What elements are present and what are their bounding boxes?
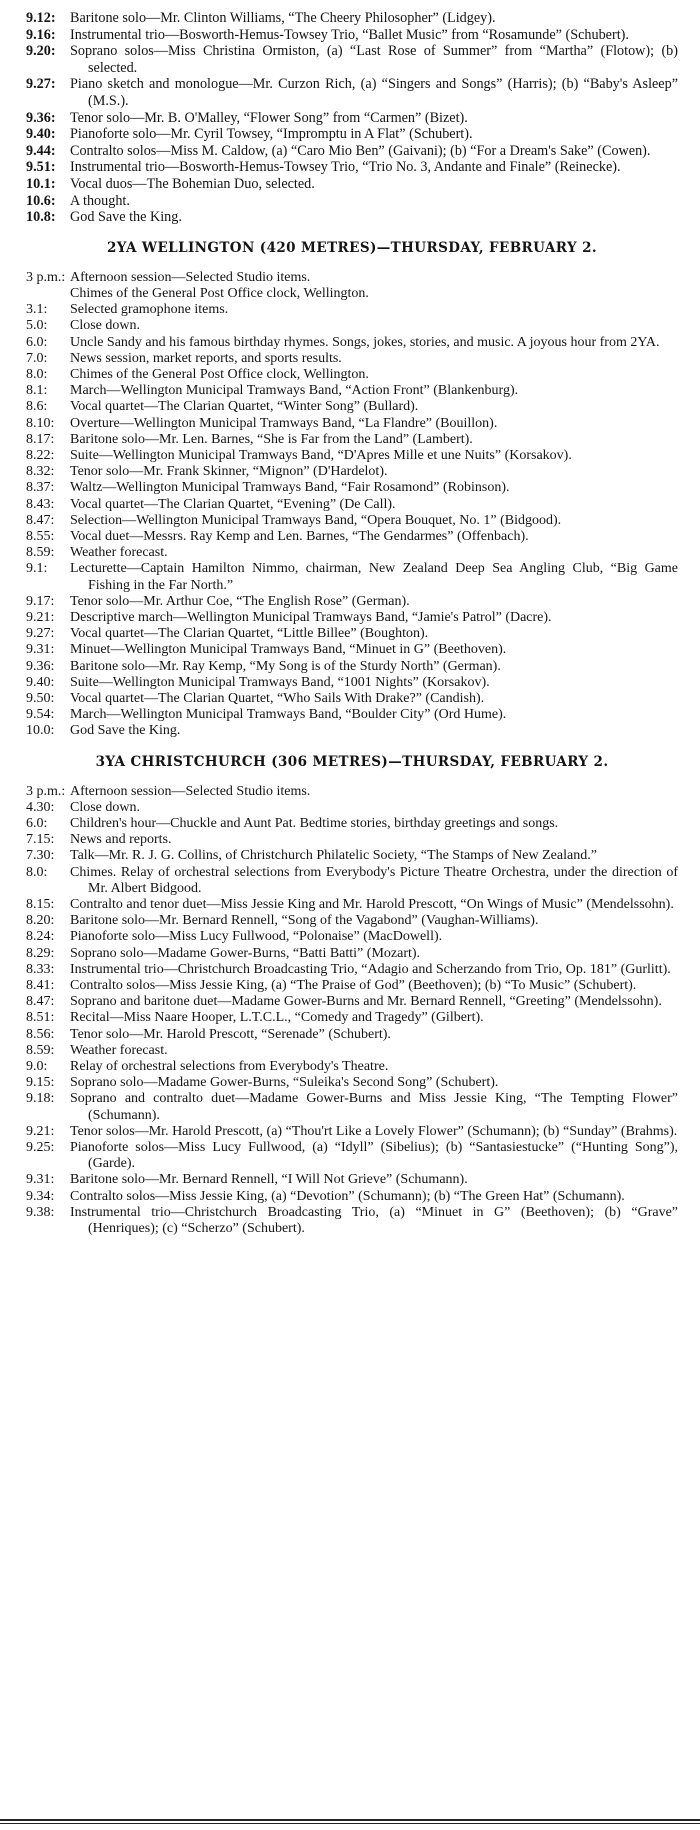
entry-time: 5.0: <box>26 318 48 334</box>
entry-time: 7.30: <box>26 848 55 864</box>
entry-description: Contralto solos—Miss Jessie King, (a) “Devotion” (Schumann); (b) “The Green Hat” (Schumann). <box>70 1188 625 1204</box>
programme-entry <box>26 723 678 739</box>
programme-entry <box>26 610 678 626</box>
programme-entry <box>26 367 678 383</box>
programme-entry <box>26 1043 678 1059</box>
entry-description: Minuet—Wellington Municipal Tramways Band, “Minuet in G” (Beethoven). <box>70 642 507 658</box>
programme-entry <box>26 286 678 302</box>
programme-entry <box>26 691 678 707</box>
entry-time: 9.27: <box>26 76 56 93</box>
programme-entry <box>26 432 678 448</box>
programme-entry <box>26 832 678 848</box>
programme-entry <box>26 497 678 513</box>
entry-description: Baritone solo—Mr. Clinton Williams, “The Cheery Philosopher” (Lidgey). <box>70 10 496 26</box>
programme-entry <box>26 848 678 864</box>
section-auckland-continued <box>26 10 678 226</box>
entry-time: 7.0: <box>26 350 48 366</box>
entry-time: 9.50: <box>26 691 55 706</box>
entry-time: 8.22: <box>26 447 55 463</box>
entry-time: 9.18: <box>26 1091 55 1107</box>
entry-time: 6.0: <box>26 816 48 832</box>
programme-entry <box>26 1205 678 1237</box>
entry-description: God Save the King. <box>70 723 181 739</box>
entry-description: Close down. <box>70 318 140 334</box>
entry-time: 8.15: <box>26 897 55 913</box>
programme-entry <box>26 1172 678 1188</box>
entry-description: Suite—Wellington Municipal Tramways Band, “1001 Nights” (Korsakov). <box>70 674 490 690</box>
entry-time: 8.51: <box>26 1010 55 1026</box>
programme-entry <box>26 707 678 723</box>
entry-description: Children's hour—Chuckle and Aunt Pat. Bedtime stories, birthday greetings and songs. <box>70 816 559 832</box>
programme-entry <box>26 784 678 800</box>
entry-description: Pianoforte solo—Mr. Cyril Towsey, “Impromptu in A Flat” (Schubert). <box>70 126 473 143</box>
programme-entry <box>26 816 678 832</box>
entry-description: Baritone solo—Mr. Bernard Rennell, “I Will Not Grieve” (Schumann). <box>70 1172 468 1188</box>
entry-description: Soprano and baritone duet—Madame Gower-Burns and Mr. Bernard Rennell, “Greeting” (Mendelssohn). <box>70 994 662 1010</box>
entry-time: 10.0: <box>26 723 55 739</box>
entry-description: March—Wellington Municipal Tramways Band, “Boulder City” (Ord Hume). <box>70 707 507 723</box>
entry-description: Tenor solo—Mr. Arthur Coe, “The English Rose” (German). <box>70 593 410 609</box>
entry-description: God Save the King. <box>70 209 182 226</box>
entry-description: Chimes of the General Post Office clock, Wellington. <box>70 366 369 382</box>
entry-description: Vocal quartet—The Clarian Quartet, “Winter Song” (Bullard). <box>70 399 419 415</box>
programme-list <box>26 10 678 226</box>
entry-description: Baritone solo—Mr. Bernard Rennell, “Song of the Vagabond” (Vaughan-Williams). <box>70 913 539 929</box>
entry-time: 10.1: <box>26 175 56 192</box>
programme-entry <box>26 209 678 226</box>
entry-description: Chimes. Relay of orchestral selections from Everybody's Picture Theatre Orchestra, under the direction of Mr. Albert Bidgood. <box>70 864 678 896</box>
programme-entry <box>26 1091 678 1123</box>
programme-entry <box>26 545 678 561</box>
entry-time: 8.10: <box>26 415 55 431</box>
entry-time: 8.20: <box>26 913 55 929</box>
programme-entry <box>26 27 678 44</box>
entry-time: 8.6: <box>26 399 48 415</box>
entry-time: 8.41: <box>26 978 55 994</box>
entry-description: Waltz—Wellington Municipal Tramways Band, “Fair Rosamond” (Robinson). <box>70 480 510 496</box>
entry-description: Afternoon session—Selected Studio items. <box>70 269 311 285</box>
entry-time: 3 p.m.: <box>26 269 66 285</box>
programme-entry <box>26 1140 678 1172</box>
programme-entry <box>26 1027 678 1043</box>
entry-description: Contralto solos—Miss Jessie King, (a) “The Praise of God” (Beethoven); (b) “To Music” (Schubert). <box>70 978 637 994</box>
entry-description: Weather forecast. <box>70 545 168 561</box>
entry-description: Afternoon session—Selected Studio items. <box>70 783 311 799</box>
section-2ya-wellington <box>26 270 678 740</box>
entry-time: 9.21: <box>26 609 55 625</box>
entry-description: Tenor solo—Mr. Harold Prescott, “Serenade” (Schubert). <box>70 1026 391 1042</box>
programme-entry <box>26 270 678 286</box>
section-heading-3ya: 3YA CHRISTCHURCH (306 METRES)—THURSDAY, FEBRUARY 2. <box>95 753 609 770</box>
entry-description: Descriptive march—Wellington Municipal Tramways Band, “Jamie's Patrol” (Dacre). <box>70 609 552 625</box>
entry-time: 9.1: <box>26 561 48 577</box>
entry-time: 8.24: <box>26 929 55 945</box>
programme-entry <box>26 480 678 496</box>
entry-description: Selected gramophone items. <box>70 302 229 318</box>
entry-description: Soprano solo—Madame Gower-Burns, “Suleika's Second Song” (Schubert). <box>70 1075 499 1091</box>
entry-time: 4.30: <box>26 799 55 815</box>
entry-time: 8.1: <box>26 383 48 399</box>
programme-entry <box>26 626 678 642</box>
entry-description: Tenor solos—Mr. Harold Prescott, (a) “Thou'rt Like a Lovely Flower” (Schumann); (b) “Sunday” (Brahms). <box>70 1123 678 1139</box>
entry-time: 8.33: <box>26 961 55 977</box>
entry-description: Overture—Wellington Municipal Tramways Band, “La Flandre” (Bouillon). <box>70 415 498 431</box>
programme-entry <box>26 1010 678 1026</box>
entry-time: 9.12: <box>26 10 56 26</box>
entry-time: 9.40: <box>26 126 56 143</box>
programme-list <box>26 784 678 1238</box>
entry-time: 3.1: <box>26 302 48 318</box>
programme-entry <box>26 978 678 994</box>
entry-time: 8.59: <box>26 1042 55 1058</box>
programme-entry <box>26 561 678 593</box>
programme-entry <box>26 416 678 432</box>
entry-time: 8.0: <box>26 366 48 382</box>
programme-entry <box>26 946 678 962</box>
entry-description: March—Wellington Municipal Tramways Band, “Action Front” (Blankenburg). <box>70 383 519 399</box>
entry-description: Vocal quartet—The Clarian Quartet, “Who Sails With Drake?” (Candish). <box>70 691 485 706</box>
programme-entry <box>26 464 678 480</box>
entry-time: 9.25: <box>26 1140 55 1156</box>
entry-time: 9.16: <box>26 26 56 43</box>
programme-entry <box>26 897 678 913</box>
programme-entry <box>26 642 678 658</box>
entry-time: 8.47: <box>26 994 55 1010</box>
programme-entry <box>26 176 678 193</box>
entry-time: 10.8: <box>26 209 56 226</box>
entry-description: Vocal duet—Messrs. Ray Kemp and Len. Barnes, “The Gendarmes” (Offenbach). <box>70 528 529 544</box>
entry-time: 9.44: <box>26 142 56 159</box>
entry-description: Close down. <box>70 799 140 815</box>
entry-time: 8.47: <box>26 512 55 528</box>
entry-description: Vocal quartet—The Clarian Quartet, “Little Billee” (Boughton). <box>70 626 429 642</box>
entry-time: 9.36: <box>26 109 56 126</box>
programme-entry <box>26 10 678 27</box>
programme-entry <box>26 193 678 210</box>
programme-entry <box>26 159 678 176</box>
entry-description: Chimes of the General Post Office clock, Wellington. <box>70 285 369 301</box>
programme-entry <box>26 800 678 816</box>
entry-time: 9.38: <box>26 1204 55 1220</box>
programme-entry <box>26 76 678 109</box>
entry-time: 8.32: <box>26 464 55 480</box>
entry-description: Soprano and contralto duet—Madame Gower-Burns and Miss Jessie King, “The Tempting Flower” (Schumann). <box>70 1091 678 1123</box>
entry-time: 8.56: <box>26 1026 55 1042</box>
entry-description: Pianoforte solo—Miss Lucy Fullwood, “Polonaise” (MacDowell). <box>70 929 443 945</box>
entry-time: 9.51: <box>26 159 56 176</box>
entry-time: 9.31: <box>26 642 55 658</box>
entry-time: 8.17: <box>26 431 55 447</box>
programme-entry <box>26 126 678 143</box>
entry-time: 9.20: <box>26 43 56 60</box>
programme-list <box>26 270 678 740</box>
entry-description: Uncle Sandy and his famous birthday rhymes. Songs, jokes, stories, and music. A joyous hour from 2YA. <box>70 334 660 350</box>
programme-entry <box>26 929 678 945</box>
entry-description: Soprano solos—Miss Christina Ormiston, (a) “Last Rose of Summer” from “Martha” (Flotow); (b) selected. <box>70 43 678 76</box>
entry-description: News session, market reports, and sports results. <box>70 350 342 366</box>
programme-entry <box>26 335 678 351</box>
programme-entry <box>26 962 678 978</box>
entry-time: 9.34: <box>26 1188 55 1204</box>
programme-entry <box>26 529 678 545</box>
entry-description: Tenor solo—Mr. B. O'Malley, “Flower Song” from “Carmen” (Bizet). <box>70 109 468 126</box>
programme-entry <box>26 659 678 675</box>
programme-entry <box>26 1059 678 1075</box>
entry-time: 9.15: <box>26 1075 55 1091</box>
section-heading-2ya: 2YA WELLINGTON (420 METRES)—THURSDAY, FEBRUARY 2. <box>106 239 598 256</box>
entry-description: Contralto and tenor duet—Miss Jessie King and Mr. Harold Prescott, “On Wings of Music” (Mendelssohn). <box>70 897 674 913</box>
entry-time: 8.0: <box>26 864 48 880</box>
entry-description: Instrumental trio—Bosworth-Hemus-Towsey Trio, “Ballet Music” from “Rosamunde” (Schubert). <box>70 26 629 43</box>
entry-description: Selection—Wellington Municipal Tramways Band, “Opera Bouquet, No. 1” (Bidgood). <box>70 512 562 528</box>
programme-entry <box>26 43 678 76</box>
programme-entry <box>26 448 678 464</box>
programme-entry <box>26 110 678 127</box>
entry-description: Relay of orchestral selections from Everybody's Theatre. <box>70 1059 389 1075</box>
entry-description: Instrumental trio—Bosworth-Hemus-Towsey Trio, “Trio No. 3, Andante and Finale” (Reinecke). <box>70 159 621 176</box>
entry-time: 8.59: <box>26 545 55 561</box>
entry-time: 3 p.m.: <box>26 783 66 799</box>
entry-description: Piano sketch and monologue—Mr. Curzon Rich, (a) “Singers and Songs” (Harris); (b) “Baby's Asleep” (M.S.). <box>70 76 678 109</box>
entry-description: Soprano solo—Madame Gower-Burns, “Batti Batti” (Mozart). <box>70 945 421 961</box>
programme-entry <box>26 513 678 529</box>
programme-entry <box>26 143 678 160</box>
entry-time: 7.15: <box>26 832 55 848</box>
entry-description: A thought. <box>70 192 130 209</box>
entry-description: Instrumental trio—Christchurch Broadcasting Trio, “Adagio and Scherzando from Trio, Op. 181” (Gurlitt). <box>70 961 671 977</box>
section-3ya-christchurch <box>26 784 678 1238</box>
programme-entry <box>26 318 678 334</box>
entry-description: Lecturette—Captain Hamilton Nimmo, chairman, New Zealand Deep Sea Angling Club, “Big Game Fishing in the Far North.” <box>70 561 678 593</box>
entry-description: Instrumental trio—Christchurch Broadcasting Trio, (a) “Minuet in G” (Beethoven); (b) “Grave” (Henriques); (c) “Scherzo” (Schubert). <box>70 1204 678 1237</box>
entry-time: 8.37: <box>26 480 55 496</box>
entry-description: Vocal duos—The Bohemian Duo, selected. <box>70 175 315 192</box>
programme-entry <box>26 1189 678 1205</box>
programme-entry <box>26 383 678 399</box>
programme-entry <box>26 351 678 367</box>
entry-description: Weather forecast. <box>70 1042 168 1058</box>
programme-entry <box>26 594 678 610</box>
entry-description: Talk—Mr. R. J. G. Collins, of Christchurch Philatelic Society, “The Stamps of New Zealand.” <box>70 848 597 864</box>
entry-description: News and reports. <box>70 832 172 848</box>
entry-time: 9.54: <box>26 707 55 723</box>
entry-time: 10.6: <box>26 192 56 209</box>
entry-time: 9.31: <box>26 1172 55 1188</box>
entry-time: 8.43: <box>26 496 55 512</box>
programme-entry <box>26 1075 678 1091</box>
entry-time: 6.0: <box>26 334 48 350</box>
entry-time: 9.27: <box>26 626 55 642</box>
programme-entry <box>26 913 678 929</box>
programme-entry <box>26 865 678 897</box>
programme-entry <box>26 399 678 415</box>
entry-description: Contralto solos—Miss M. Caldow, (a) “Caro Mio Ben” (Gaivani); (b) “For a Dream's Sake” (Cowen). <box>70 142 651 159</box>
entry-description: Baritone solo—Mr. Ray Kemp, “My Song is of the Sturdy North” (German). <box>70 658 501 674</box>
entry-time: 9.40: <box>26 674 55 690</box>
programme-entry <box>26 302 678 318</box>
entry-time: 8.29: <box>26 945 55 961</box>
entry-description: Tenor solo—Mr. Frank Skinner, “Mignon” (D'Hardelot). <box>70 464 388 480</box>
entry-time: 8.55: <box>26 528 55 544</box>
entry-time: 9.0: <box>26 1059 48 1075</box>
programme-entry <box>26 994 678 1010</box>
entry-description: Vocal quartet—The Clarian Quartet, “Evening” (De Call). <box>70 496 396 512</box>
bottom-rule-divider <box>0 1819 700 1824</box>
entry-time: 9.36: <box>26 658 55 674</box>
programme-entry <box>26 675 678 691</box>
programme-entry <box>26 1124 678 1140</box>
entry-description: Pianoforte solos—Miss Lucy Fullwood, (a) “Idyll” (Sibelius); (b) “Santasiestucke” (“Hunting Song”), (Garde). <box>70 1140 678 1172</box>
entry-description: Suite—Wellington Municipal Tramways Band, “D'Apres Mille et une Nuits” (Korsakov). <box>70 447 572 463</box>
entry-description: Baritone solo—Mr. Len. Barnes, “She is Far from the Land” (Lambert). <box>70 431 473 447</box>
entry-description: Recital—Miss Naare Hooper, L.T.C.L., “Comedy and Tragedy” (Gilbert). <box>70 1010 484 1026</box>
entry-time: 9.17: <box>26 593 55 609</box>
entry-time: 9.21: <box>26 1123 55 1139</box>
